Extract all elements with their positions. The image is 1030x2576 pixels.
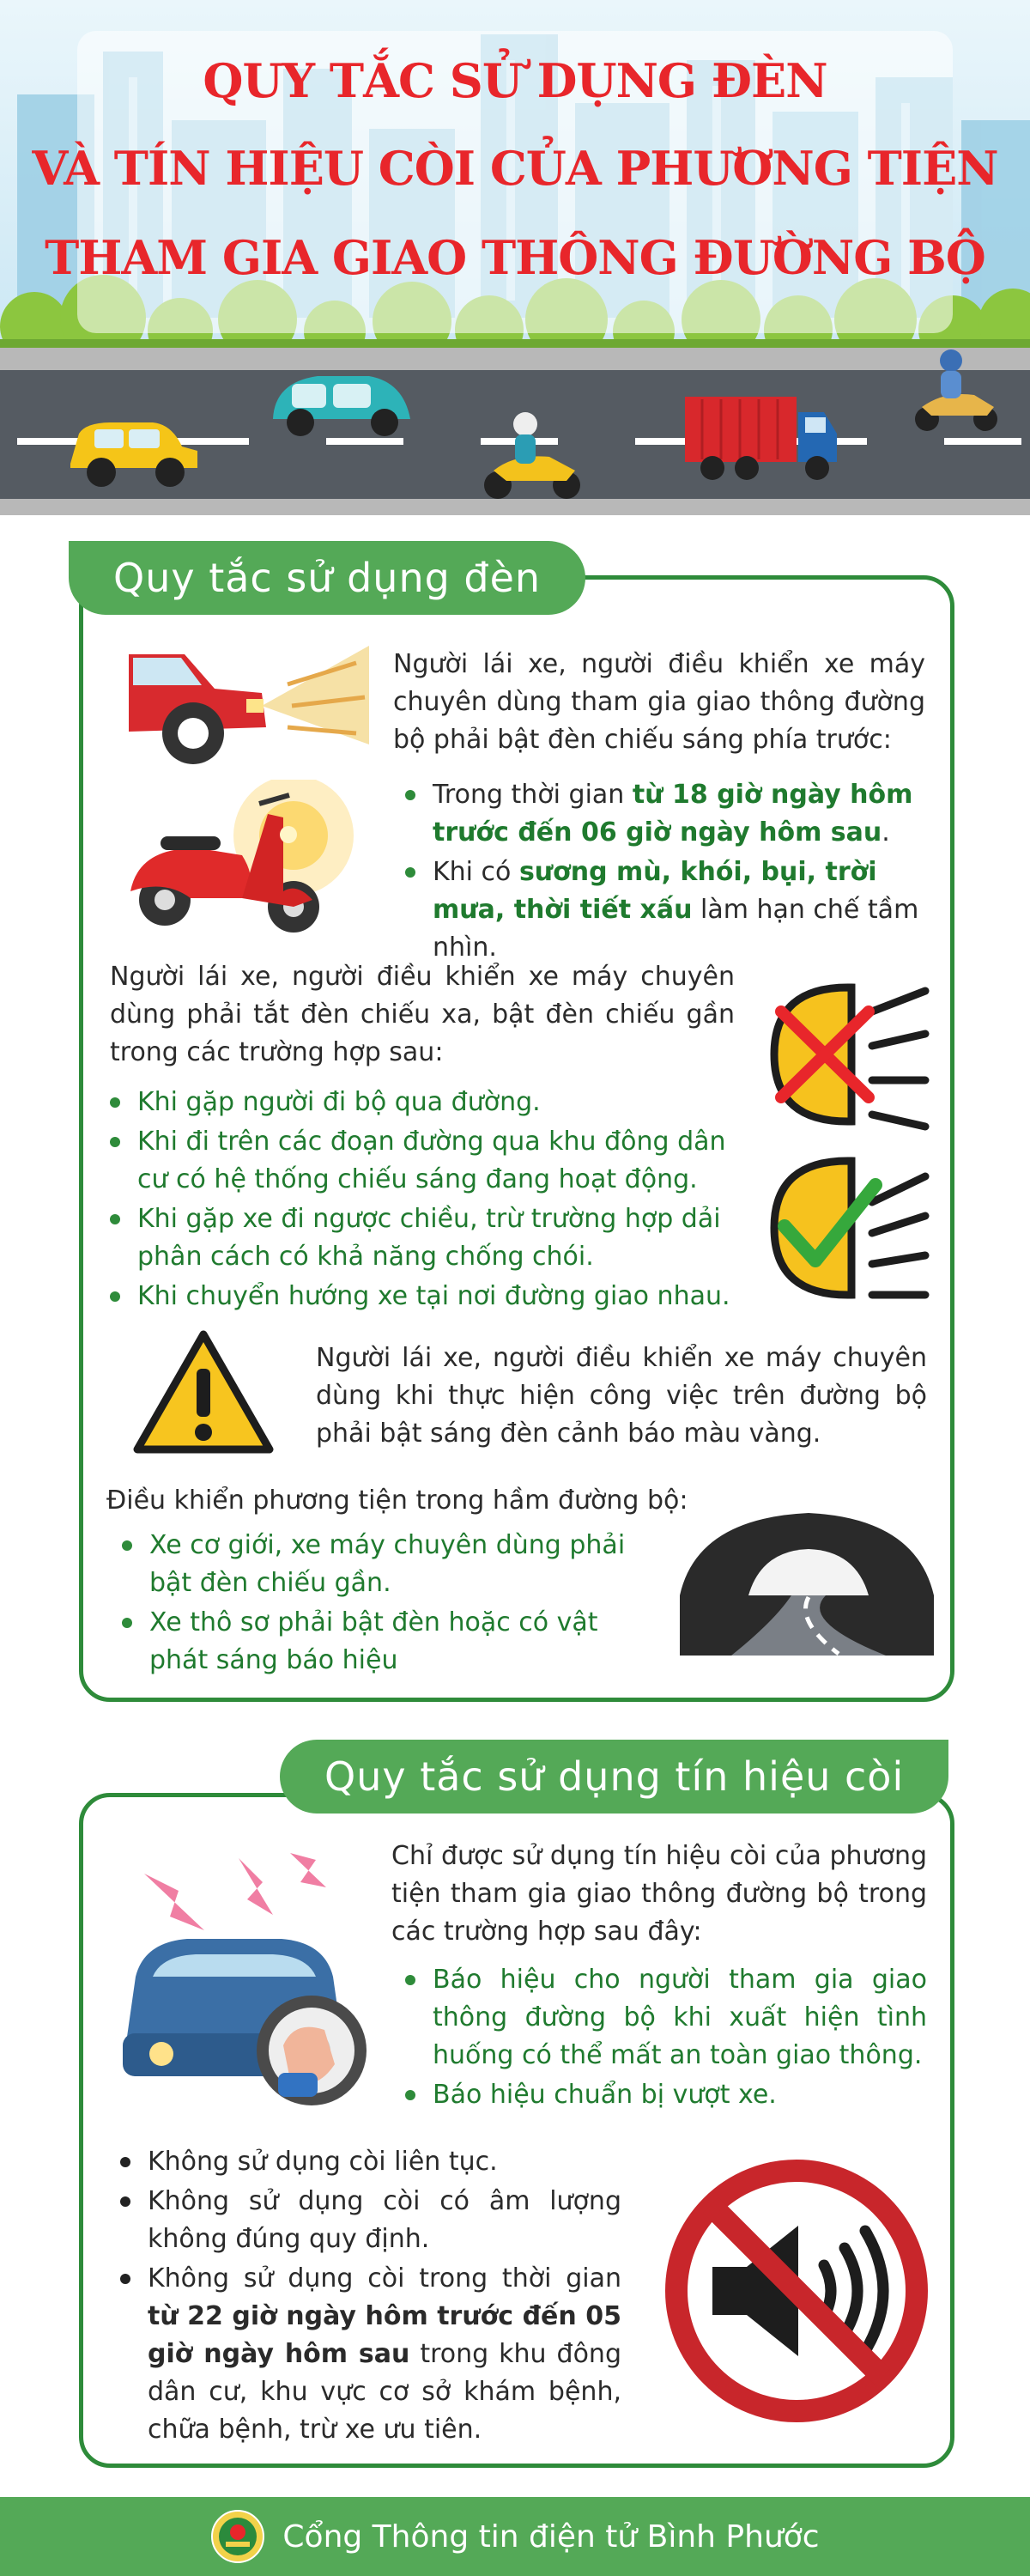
lights-intro-list <box>403 776 927 969</box>
tunnel-list <box>120 1527 644 1681</box>
list-item: Không sử dụng còi liên tục. <box>118 2143 621 2181</box>
list-item: Khi chuyển hướng xe tại nơi đường giao nhau. <box>108 1278 743 1315</box>
list-item: Khi gặp người đi bộ qua đường. <box>108 1084 743 1121</box>
low-beam-checked-icon <box>766 1151 934 1305</box>
tunnel-text: Điều khiển phương tiện trong hầm đường bộ: <box>106 1485 688 1516</box>
car-headlight-icon <box>124 637 373 775</box>
list-item: Xe cơ giới, xe máy chuyên dùng phải bật đèn chiếu gần. <box>120 1527 644 1602</box>
list-item: Khi đi trên các đoạn đường qua khu đông dân cư có hệ thống chiếu sáng đang hoạt động. <box>108 1123 743 1199</box>
high-beam-crossed-icon <box>766 977 934 1132</box>
footer-text: Cổng Thông tin điện tử Bình Phước <box>282 2518 820 2555</box>
horn-heading: Quy tắc sử dụng tín hiệu còi <box>280 1740 948 1814</box>
binh-phuoc-emblem-icon <box>210 2509 265 2564</box>
horn-allowed-list <box>403 1961 927 2116</box>
warning-light-text: Người lái xe, người điều khiển xe máy chuyên dùng khi thực hiện công việc trên đường bộ phải bật sáng đèn cảnh báo màu vàng. <box>316 1343 927 1449</box>
dim-lights-list <box>108 1084 743 1317</box>
title-line-3: THAM GIA GIAO THÔNG ĐƯỜNG BỘ <box>45 230 985 285</box>
tunnel-road-icon <box>680 1501 934 1656</box>
horn-banned-list <box>118 2143 621 2451</box>
scooter-headlight-icon <box>113 780 371 943</box>
lights-heading: Quy tắc sử dụng đèn <box>69 541 585 615</box>
warning-triangle-icon <box>130 1327 276 1456</box>
horn-intro-text: Chỉ được sử dụng tín hiệu còi của phương tiện tham gia giao thông đường bộ trong các trường hợp sau đây: <box>391 1841 927 1947</box>
list-item: Trong thời gian từ 18 giờ ngày hôm trước đến 06 giờ ngày hôm sau. <box>403 776 927 852</box>
list-item: Khi có sương mù, khói, bụi, trời mưa, thời tiết xấu làm hạn chế tầm nhìn. <box>403 854 927 967</box>
list-item: Báo hiệu chuẩn bị vượt xe. <box>403 2076 927 2114</box>
title-line-1: QUY TẮC SỬ DỤNG ĐÈN <box>203 53 827 108</box>
car-horn-icon <box>110 1848 376 2105</box>
list-item: Không sử dụng còi trong thời gian từ 22 giờ ngày hôm trước đến 05 giờ ngày hôm sau trong khu đông dân cư, khu vực cơ sở khám bệnh, chữa bệnh, trừ xe ưu tiên. <box>118 2260 621 2449</box>
dim-lights-text: Người lái xe, người điều khiển xe máy chuyên dùng phải tắt đèn chiếu xa, bật đèn chiếu gần trong các trường hợp sau: <box>110 962 735 1067</box>
list-item: Báo hiệu cho người tham gia giao thông đường bộ khi xuất hiện tình huống có thể mất an toàn giao thông. <box>403 1961 927 2075</box>
list-item: Không sử dụng còi có âm lượng không đúng quy định. <box>118 2183 621 2258</box>
list-item: Khi gặp xe đi ngược chiều, trừ trường hợp dải phân cách có khả năng chống chói. <box>108 1200 743 1276</box>
footer-bar <box>0 2497 1030 2576</box>
lights-intro-text: Người lái xe, người điều khiển xe máy chuyên dùng tham gia giao thông đường bộ phải bật đèn chiếu sáng phía trước: <box>393 649 925 755</box>
header-banner <box>0 0 1030 515</box>
list-item: Xe thô sơ phải bật đèn hoặc có vật phát sáng báo hiệu <box>120 1604 644 1680</box>
title-line-2: VÀ TÍN HIỆU CÒI CỦA PHƯƠNG TIỆN <box>32 141 998 196</box>
no-horn-sign-icon <box>661 2155 932 2427</box>
